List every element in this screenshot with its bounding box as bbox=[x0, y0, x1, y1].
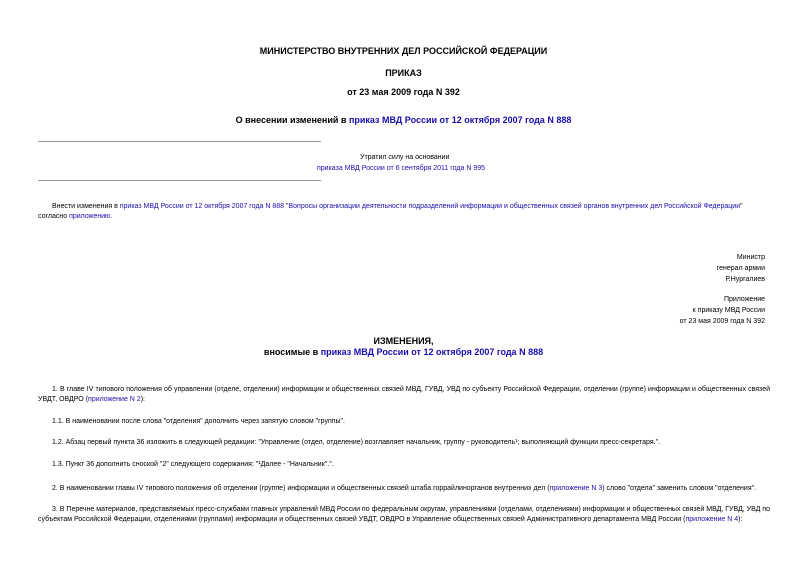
item-1-link[interactable]: приложение N 2 bbox=[88, 396, 141, 403]
item-2 bbox=[38, 484, 770, 494]
intro-text-2: " bbox=[284, 203, 289, 210]
status-link[interactable]: приказа МВД России от 6 сентября 2011 года N 995 bbox=[317, 165, 486, 172]
signature-rank: генерал армии bbox=[716, 265, 765, 272]
item-1-2: 1.2. Абзац первый пункта 36 изложить в следующей редакции: "Управление (отдел, отделение) возглавляет начальник, группу - руководитель¹; выполняющий функции пресс-секретаря.". bbox=[52, 439, 661, 446]
doc-title-prefix: О внесении изменений в bbox=[235, 115, 349, 125]
intro-text-4: . bbox=[110, 213, 113, 220]
doc-date-number: от 23 мая 2009 года N 392 bbox=[347, 87, 460, 97]
item-3-end: ): bbox=[738, 516, 743, 523]
intro-text-3: " согласно bbox=[38, 203, 743, 220]
intro-paragraph bbox=[38, 202, 770, 222]
doc-type-heading: ПРИКАЗ bbox=[385, 68, 422, 78]
divider-top bbox=[38, 141, 321, 142]
item-3-link[interactable]: приложение N 4 bbox=[685, 516, 739, 523]
item-3-text: 3. В Перечне материалов, представляемых пресс-службами главных управлений МВД России по федеральным округам, управлениями (отделами, отделениями) информации и общественных связей МВД, ГУВД, УВД по субъектам Российской Федерации, отделениями (группами) информации и общественных связей УВДТ, ОВДРО в Управление общественных связей Административного департамента МВД России ( bbox=[38, 506, 770, 523]
intro-link-order[interactable]: приказ МВД России от 12 октября 2007 года N 888 bbox=[119, 203, 285, 210]
changes-subtitle-link[interactable]: приказ МВД России от 12 октября 2007 года N 888 bbox=[320, 347, 544, 357]
item-2-text: 2. В наименовании главы IV типового положения об отделении (группе) информации и общественных связей штаба горрайлинорганов внутренних дел ( bbox=[52, 485, 550, 492]
doc-title-link[interactable]: приказ МВД России от 12 октября 2007 года N 888 bbox=[348, 115, 572, 125]
status-text: Утратил силу на основании bbox=[360, 154, 450, 161]
intro-link-appendix[interactable]: приложению bbox=[69, 213, 111, 220]
intro-link-title[interactable]: Вопросы организации деятельности подразделений информации и общественных связей органов внутренних дел Российской Федерации bbox=[288, 203, 741, 210]
item-1-end: ): bbox=[140, 396, 145, 403]
changes-subtitle bbox=[0, 347, 807, 357]
changes-title: ИЗМЕНЕНИЯ, bbox=[373, 336, 434, 346]
item-2-end: ) слово "отдела" заменить словом "отделения". bbox=[602, 485, 757, 492]
item-1-3: 1.3. Пункт 36 дополнить сноской "2" следующего содержания: "¹Далее - "Начальник".". bbox=[52, 461, 334, 468]
doc-title bbox=[0, 115, 807, 125]
divider-bottom bbox=[38, 180, 321, 181]
item-2-link[interactable]: приложение N 3 bbox=[549, 485, 603, 492]
item-1 bbox=[38, 385, 770, 405]
signature-name: Р.Нургалиев bbox=[725, 276, 765, 283]
intro-text-1: Внести изменения в bbox=[52, 203, 120, 210]
item-3 bbox=[38, 505, 770, 525]
appendix-date: от 23 мая 2009 года N 392 bbox=[679, 318, 765, 325]
signature-title: Министр bbox=[736, 254, 765, 261]
ministry-heading: МИНИСТЕРСТВО ВНУТРЕННИХ ДЕЛ РОССИЙСКОЙ ФЕДЕРАЦИИ bbox=[259, 46, 548, 56]
item-1-text: 1. В главе IV типового положения об управлении (отделе, отделении) информации и общественных связей МВД, ГУВД, УВД по субъекту Российской Федерации, отделении (группе) информации и общественных связей УВДТ, ОВДРО ( bbox=[38, 386, 770, 403]
appendix-ref: к приказу МВД России bbox=[692, 307, 765, 314]
changes-subtitle-prefix: вносимые в bbox=[263, 347, 321, 357]
item-1-1: 1.1. В наименовании после слова "отделения" дополнить через запятую словом "группы". bbox=[52, 418, 345, 425]
appendix-label: Приложение bbox=[723, 296, 765, 303]
